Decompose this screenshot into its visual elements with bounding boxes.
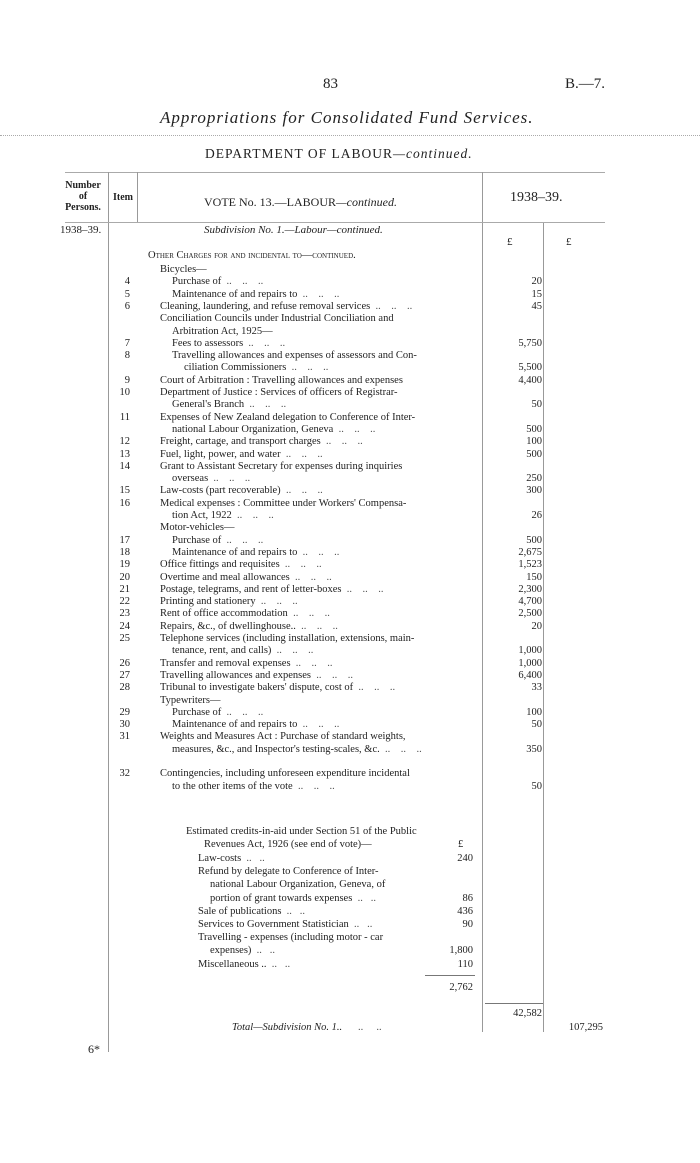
row-description [160, 412, 415, 424]
row-amount: 33 [531, 682, 542, 694]
dot-leader: .. .. .. [370, 300, 413, 312]
dot-leader: .. .. [251, 945, 276, 957]
dot-leader: .. .. .. [297, 546, 340, 558]
table-row [0, 350, 700, 362]
credit-amount: 90 [462, 919, 473, 930]
credits-heading-2: Revenues Act, 1926 (see end of vote)— [204, 839, 372, 850]
row-amount: 26 [531, 510, 542, 521]
row-description [160, 301, 412, 313]
credit-text: expenses) [210, 945, 252, 957]
credit-line [0, 906, 700, 918]
item-number: 10 [119, 387, 130, 398]
table-row [0, 264, 700, 276]
credit-line [0, 932, 700, 944]
dot-leader: .. .. [281, 905, 306, 917]
row-description [160, 596, 298, 608]
dot-leader: .. .. .. [271, 645, 314, 657]
page-title: Appropriations for Consolidated Fund Services. [160, 108, 534, 127]
credit-amount: 86 [462, 892, 473, 904]
table-row [0, 744, 700, 756]
table-row [0, 276, 700, 288]
row-description [160, 449, 323, 461]
dot-leader: .. .. .. [221, 534, 264, 546]
table-row [0, 498, 700, 510]
department-name: DEPARTMENT OF LABOUR [205, 146, 393, 161]
table-row [0, 535, 700, 547]
row-amount: 150 [526, 571, 542, 583]
row-description [172, 326, 273, 338]
row-amount: 50 [531, 780, 542, 792]
row-description [160, 695, 221, 707]
row-description [160, 436, 363, 448]
row-amount: 100 [526, 706, 542, 718]
dot-leader: .. .. [241, 853, 265, 864]
row-amount: 1,523 [518, 559, 542, 571]
row-text: Postage, telegrams, and rent of letter-boxes [160, 583, 342, 595]
item-number: 19 [119, 559, 130, 571]
table-row [0, 362, 700, 374]
item-number: 13 [119, 448, 130, 460]
row-text: Medical expenses : Committee under Workers' Compensa- [160, 497, 407, 509]
table-row [0, 313, 700, 325]
row-amount: 6,400 [518, 669, 542, 681]
item-number: 8 [124, 350, 130, 362]
table-row [0, 768, 700, 780]
row-description [172, 707, 263, 719]
row-text: Travelling allowances and expenses of assessors and Con- [172, 350, 417, 362]
table-row [0, 596, 700, 608]
dot-leader: .. .. .. [310, 669, 353, 681]
table-row [0, 547, 700, 559]
year-heading: 1938–39. [510, 190, 563, 205]
table-row [0, 707, 700, 719]
row-description [172, 547, 339, 559]
table-row [0, 301, 700, 313]
row-amount: 500 [526, 423, 542, 435]
table-row [0, 584, 700, 596]
row-amount: 45 [531, 300, 542, 312]
table-row [0, 695, 700, 707]
row-description [172, 645, 313, 657]
dot-leader: .. .. .. [379, 743, 422, 755]
department-suffix: —continued. [392, 146, 473, 161]
row-text: Travelling allowances and expenses [160, 669, 311, 681]
item-number: 4 [124, 276, 130, 288]
row-description [172, 424, 375, 436]
row-text: Printing and stationery [160, 596, 256, 608]
row-description [160, 731, 406, 743]
row-text: Weights and Measures Act : Purchase of standard weights, [160, 731, 406, 743]
row-text: Telephone services (including installation, extensions, main- [160, 633, 415, 644]
dot-leader: .. .. .. [297, 288, 340, 300]
credit-line [0, 853, 700, 865]
row-text: Department of Justice : Services of officers of Registrar- [160, 387, 398, 398]
item-number: 26 [119, 657, 130, 669]
row-amount: 4,400 [518, 374, 542, 386]
dot-leader: .. .. [348, 919, 373, 930]
credits-pound-sign: £ [458, 839, 464, 850]
item-number: 32 [119, 768, 130, 780]
row-amount: 20 [531, 276, 542, 288]
credit-description [198, 919, 372, 931]
table-row [0, 608, 700, 620]
table-row [0, 461, 700, 473]
subdivision-heading: Subdivision No. 1.—Labour—continued. [204, 224, 383, 236]
row-amount: 20 [531, 620, 542, 632]
row-text: General's Branch [172, 399, 245, 411]
row-description [172, 535, 263, 547]
row-description [172, 350, 417, 362]
row-text: national Labour Organization, Geneva [172, 423, 334, 435]
credit-text: Law-costs [198, 853, 242, 864]
table-row [0, 387, 700, 399]
credit-line [0, 879, 700, 891]
row-text: tion Act, 1922 [172, 510, 232, 521]
row-amount: 4,700 [518, 596, 542, 608]
row-amount: 5,500 [518, 362, 542, 374]
dot-leader: .. .. .. [353, 682, 396, 694]
table-row [0, 645, 700, 657]
item-header: Item [113, 192, 133, 203]
dot-leader: .. .. .. [341, 583, 384, 595]
table-top-rule [65, 172, 605, 173]
row-text: Typewriters— [160, 694, 221, 706]
dot-leader: .. .. [266, 958, 291, 970]
row-text: Freight, cartage, and transport charges [160, 436, 321, 448]
dot-leader: .. .. .. [244, 399, 287, 411]
credit-text: Services to Government Statistician [198, 919, 349, 930]
footer-mark: 6* [88, 1042, 100, 1056]
dot-leader: .. .. .. [208, 473, 251, 485]
credit-description [210, 945, 275, 957]
row-text: Law-costs (part recoverable) [160, 485, 281, 497]
item-number: 27 [119, 669, 130, 681]
row-description [160, 621, 338, 633]
item-number: 15 [119, 485, 130, 497]
table-row [0, 781, 700, 793]
row-amount: 300 [526, 485, 542, 497]
row-text: Rent of office accommodation [160, 608, 288, 620]
row-text: tenance, rent, and calls) [172, 645, 272, 657]
row-text: Office fittings and requisites [160, 559, 280, 571]
credit-line [0, 866, 700, 878]
dot-leader: .. .. .. [231, 510, 274, 521]
table-row [0, 522, 700, 534]
table-row [0, 473, 700, 485]
row-description [160, 572, 332, 584]
item-number: 18 [119, 546, 130, 558]
credit-text: portion of grant towards expenses [210, 892, 353, 904]
item-number: 14 [119, 460, 130, 472]
dot-leader: .. .. .. [279, 559, 322, 571]
row-description [172, 399, 286, 411]
number-of-persons-header: Number of Persons. [65, 180, 101, 213]
table-row [0, 572, 700, 584]
table-row [0, 412, 700, 424]
table-row [0, 756, 700, 768]
row-description [160, 682, 395, 694]
credits-total: 2,762 [449, 982, 473, 993]
table-row [0, 436, 700, 448]
dot-leader: .. .. .. [286, 362, 329, 374]
credit-amount: 240 [457, 853, 473, 864]
row-text: ciliation Commissioners [184, 362, 287, 374]
row-description [172, 719, 339, 731]
dot-leader: .. .. .. [243, 337, 286, 349]
row-text: Maintenance of and repairs to [172, 546, 298, 558]
row-description [172, 276, 263, 288]
row-amount: 500 [526, 448, 542, 460]
row-text: Court of Arbitration : Travelling allowances and expenses [160, 374, 403, 386]
table-row [0, 289, 700, 301]
row-amount: 1,000 [518, 645, 542, 657]
row-text: Conciliation Councils under Industrial Conciliation and [160, 313, 394, 325]
row-text: overseas [172, 473, 209, 485]
row-description [172, 338, 285, 350]
dot-leader: .. .. [352, 892, 376, 904]
credit-description [198, 959, 290, 971]
credit-amount: 436 [457, 905, 473, 917]
credit-line [0, 959, 700, 971]
credits-heading-1: Estimated credits-in-aid under Section 51 of the Public [186, 826, 417, 837]
item-number: 12 [119, 436, 130, 448]
item-number: 9 [124, 374, 130, 386]
row-description [160, 608, 330, 620]
table-row [0, 682, 700, 694]
row-text: measures, &c., and Inspector's testing-scales, &c. [172, 743, 380, 755]
header-bottom-rule [65, 222, 605, 223]
item-number: 17 [119, 534, 130, 546]
pound-sign-a: £ [507, 236, 513, 248]
row-description [160, 387, 398, 399]
item-number: 11 [119, 411, 130, 423]
item-number: 22 [119, 596, 130, 608]
row-text: Motor-vehicles— [160, 522, 235, 534]
item-number: 20 [119, 571, 130, 583]
credit-description [198, 906, 305, 918]
table-row [0, 559, 700, 571]
table-row [0, 399, 700, 411]
dot-leader: .. .. .. [287, 608, 330, 620]
row-text: Bicycles— [160, 264, 207, 275]
credit-description [210, 879, 385, 891]
row-text: Overtime and meal allowances [160, 571, 290, 583]
table-row [0, 449, 700, 461]
row-amount: 100 [526, 436, 542, 448]
row-text: Purchase of [172, 276, 222, 288]
row-text: Contingencies, including unforeseen expenditure incidental [160, 768, 410, 780]
credit-line [0, 919, 700, 931]
row-description [172, 289, 339, 301]
row-description [160, 485, 323, 497]
credit-text: Sale of publications [198, 905, 282, 917]
row-text: Transfer and removal expenses [160, 657, 291, 669]
credit-amount: 110 [457, 958, 473, 970]
subtotal-amount: 42,582 [513, 1008, 542, 1019]
table-row [0, 338, 700, 350]
subtotal-rule [485, 1003, 543, 1004]
report-reference: B.—7. [565, 76, 606, 92]
row-description [184, 362, 328, 374]
credit-text: Refund by delegate to Conference of Inter- [198, 866, 379, 878]
row-description [172, 510, 274, 522]
table-row [0, 719, 700, 731]
vote-suffix: —continued. [336, 195, 397, 209]
page-number: 83 [323, 76, 338, 92]
item-number: 6 [124, 300, 130, 312]
credits-sum-rule [425, 975, 475, 976]
row-description [160, 559, 322, 571]
vote-title: VOTE No. 13.—LABOUR [204, 195, 336, 209]
row-description [160, 584, 383, 596]
section-heading: Other Charges for and incidental to—continued. [148, 250, 356, 261]
row-text: Maintenance of and repairs to [172, 719, 298, 731]
row-text: Expenses of New Zealand delegation to Conference of Inter- [160, 411, 416, 423]
row-description [172, 744, 422, 756]
row-text: Purchase of [172, 534, 222, 546]
row-description [160, 461, 402, 473]
dot-leader: .. .. .. [295, 620, 338, 632]
credit-description [210, 893, 376, 905]
table-row [0, 731, 700, 743]
dot-leader: .. .. .. [221, 276, 264, 288]
row-description [160, 375, 403, 387]
row-description [160, 264, 207, 276]
row-description [172, 473, 250, 485]
dot-leader: .. .. .. [280, 448, 323, 460]
vote-heading [204, 195, 397, 210]
row-description [160, 498, 406, 510]
dot-leader: .. .. .. [320, 436, 363, 448]
row-amount: 2,500 [518, 608, 542, 620]
credit-amount: 1,800 [449, 945, 473, 957]
dot-leader: .. .. .. [333, 423, 376, 435]
item-number: 30 [119, 719, 130, 731]
credit-description [198, 853, 265, 865]
row-text: Grant to Assistant Secretary for expenses during inquiries [160, 460, 403, 472]
row-text: to the other items of the vote [172, 780, 293, 792]
item-number: 7 [124, 337, 130, 349]
item-number: 16 [119, 497, 130, 509]
dot-leader: .. .. .. [289, 571, 332, 583]
grand-total-amount: 107,295 [568, 1022, 603, 1033]
total-label-text: Total—Subdivision No. 1.. [232, 1022, 343, 1033]
dot-leader: .. .. .. [255, 596, 298, 608]
title-rule [0, 135, 700, 136]
row-amount: 2,300 [518, 583, 542, 595]
row-amount: 15 [531, 288, 542, 300]
credit-description [198, 866, 379, 878]
credit-text: Travelling - expenses (including motor - car [198, 932, 384, 944]
row-amount: 5,750 [518, 337, 542, 349]
item-number: 31 [119, 731, 130, 743]
row-text: Cleaning, laundering, and refuse removal services [160, 300, 371, 312]
table-row [0, 621, 700, 633]
item-number: 5 [124, 288, 130, 300]
row-amount: 1,000 [518, 657, 542, 669]
item-number: 24 [119, 620, 130, 632]
item-number: 29 [119, 706, 130, 718]
table-row [0, 670, 700, 682]
row-text: Fuel, light, power, and water [160, 448, 281, 460]
row-amount: 250 [526, 473, 542, 485]
table-row [0, 510, 700, 522]
row-text: Repairs, &c., of dwellinghouse.. [160, 620, 296, 632]
row-text: Purchase of [172, 706, 222, 718]
dot-leader: .. .. .. [292, 780, 335, 792]
credit-description [198, 932, 383, 944]
row-text: Tribunal to investigate bakers' dispute, cost of [160, 682, 354, 694]
row-description [160, 313, 394, 325]
dot-leader: .. .. .. [297, 719, 340, 731]
row-description [160, 670, 353, 682]
row-description [160, 658, 333, 670]
row-amount: 2,675 [518, 546, 542, 558]
row-description [160, 633, 414, 645]
table-row [0, 485, 700, 497]
department-heading [205, 146, 473, 162]
row-description [172, 781, 335, 793]
row-text: Arbitration Act, 1925— [172, 325, 273, 337]
credit-line [0, 945, 700, 957]
dot-leader: .. .. .. [290, 657, 333, 669]
table-row [0, 424, 700, 436]
credit-line [0, 893, 700, 905]
row-description [160, 522, 234, 534]
dot-leader: .. .. .. [221, 706, 264, 718]
dot-leader: .. .. .. [280, 485, 323, 497]
item-number: 21 [119, 583, 130, 595]
item-number: 28 [119, 682, 130, 694]
table-row [0, 375, 700, 387]
item-number: 25 [119, 633, 130, 644]
table-row [0, 658, 700, 670]
row-amount: 50 [531, 719, 542, 731]
total-label: Total—Subdivision No. 1.. .. .. [232, 1022, 382, 1033]
row-description [160, 768, 410, 780]
pound-sign-b: £ [566, 236, 572, 248]
table-row [0, 326, 700, 338]
row-amount: 50 [531, 399, 542, 411]
persons-year-label: 1938–39. [60, 224, 102, 236]
row-amount: 350 [526, 743, 542, 755]
credit-text: national Labour Organization, Geneva, of [210, 879, 386, 891]
item-number: 23 [119, 608, 130, 620]
row-text: Maintenance of and repairs to [172, 288, 298, 300]
credit-text: Miscellaneous .. [198, 958, 267, 970]
table-row [0, 633, 700, 645]
row-amount: 500 [526, 534, 542, 546]
row-text: Fees to assessors [172, 337, 244, 349]
